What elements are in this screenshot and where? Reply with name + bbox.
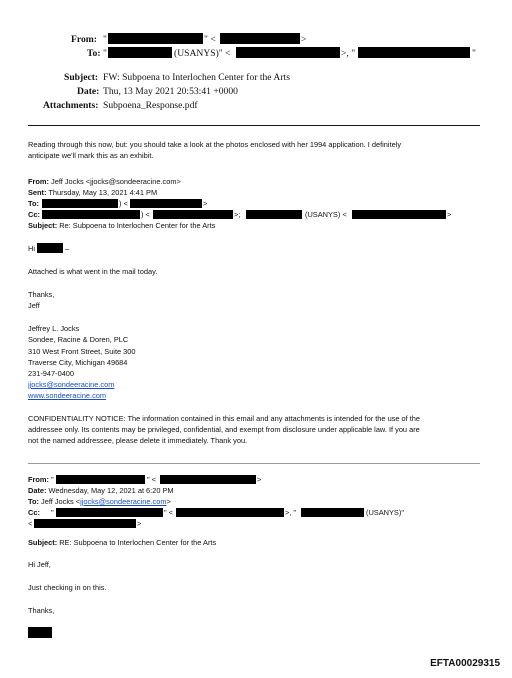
header-attachments-label: Attachments:: [43, 100, 99, 111]
header-to-quote: ": [103, 48, 107, 59]
header-attachments-value: Subpoena_Response.pdf: [103, 100, 198, 111]
msg2-body: Just checking in on this.: [28, 583, 107, 592]
msg2-cc-mid2: >, ": [285, 508, 297, 517]
msg2-from-end: >: [257, 475, 262, 484]
msg2-from-quote: ": [51, 475, 54, 484]
msg1-subject: Subject: Re: Subpoena to Interlochen Center for the Arts: [28, 221, 216, 230]
redaction: [56, 475, 145, 484]
msg2-from-label: From:: [28, 475, 49, 484]
redaction: [34, 519, 136, 528]
msg1-from-value: Jeff Jocks <jjocks@sondeeracine.com>: [51, 177, 181, 186]
redaction: [28, 627, 52, 638]
header-to-end: ": [472, 48, 476, 59]
confidentiality-line-2: addressee only. Its contents may be privileged, confidential, and exempt from disclosure under applicable law. If you are: [28, 425, 420, 434]
header-from-label: From:: [71, 34, 97, 45]
redaction: [153, 210, 233, 219]
msg2-subject: Subject: RE: Subpoena to Interlochen Center for the Arts: [28, 538, 217, 547]
msg1-greeting-end: –: [65, 244, 70, 253]
msg2-cc-mid3: (USANYS)": [366, 508, 404, 517]
msg1-subject-value: Re: Subpoena to Interlochen Center for the Arts: [59, 221, 216, 230]
signature-phone: 231-947-0400: [28, 369, 75, 378]
msg1-cc-mid3: (USANYS) <: [305, 210, 347, 219]
redaction: [108, 33, 203, 44]
signature-address-1: 310 West Front Street, Suite 300: [28, 347, 136, 356]
header-to-label: To:: [87, 48, 101, 59]
header-from-end: >: [301, 34, 307, 45]
msg1-to-mid: ) <: [119, 199, 128, 208]
msg2-to-value: Jeff Jocks <: [41, 497, 81, 506]
signature-email-link[interactable]: jjocks@sondeeracine.com: [28, 380, 115, 389]
msg1-body: Attached is what went in the mail today.: [28, 267, 158, 276]
redaction: [108, 47, 172, 58]
signature-web-link[interactable]: www.sondeeracine.com: [28, 391, 107, 400]
redaction: [130, 199, 202, 208]
msg1-sent-value: Thursday, May 13, 2021 4:41 PM: [48, 188, 158, 197]
msg2-cc-line2-end: >: [137, 519, 142, 528]
header-subject-label: Subject:: [64, 72, 99, 83]
redaction: [236, 47, 340, 58]
msg1-greeting: Hi: [28, 244, 35, 253]
redaction: [42, 210, 140, 219]
redaction: [358, 47, 470, 58]
intro-line-1: Reading through this now, but: you should take a look at the photos enclosed with her 1994 application. I definitely: [28, 140, 402, 149]
confidentiality-line-1: CONFIDENTIALITY NOTICE: The information contained in this email and any attachments is intended for the use of the: [28, 414, 421, 423]
redaction: [176, 508, 284, 517]
msg2-from-mid: " <: [147, 475, 156, 484]
msg2-thanks: Thanks,: [28, 606, 55, 615]
msg1-name: Jeff: [28, 301, 40, 310]
redaction: [37, 243, 63, 253]
redaction: [246, 210, 302, 219]
document-id: EFTA00029315: [430, 658, 500, 669]
intro-line-2: anticipate we'll mark this as an exhibit.: [28, 151, 154, 160]
redaction: [42, 199, 118, 208]
redaction: [160, 475, 256, 484]
msg1-cc-mid: ) <: [141, 210, 150, 219]
msg2-cc-label: Cc:: [28, 508, 40, 517]
message-divider: [28, 463, 480, 464]
msg1-cc-label: Cc:: [28, 210, 40, 219]
header-subject-value: FW: Subpoena to Interlochen Center for the Arts: [103, 72, 290, 83]
signature-firm: Sondee, Racine & Doren, PLC: [28, 335, 129, 344]
msg2-date-value: Wednesday, May 12, 2021 at 6:20 PM: [48, 486, 174, 495]
msg1-from: From: Jeff Jocks <jjocks@sondeeracine.com>: [28, 177, 181, 186]
msg1-to-end: >: [203, 199, 208, 208]
confidentiality-line-3: not the named addressee, please delete it immediately. Thank you.: [28, 436, 248, 445]
msg2-date: Date: Wednesday, May 12, 2021 at 6:20 PM: [28, 486, 174, 495]
redaction: [220, 33, 300, 44]
header-from-mid: " <: [204, 34, 216, 45]
header-from-quote: ": [103, 34, 107, 45]
msg1-to-label: To:: [28, 199, 39, 208]
msg1-cc-end: >: [447, 210, 452, 219]
msg2-cc-mid: " <: [164, 508, 173, 517]
signature-name: Jeffrey L. Jocks: [28, 324, 80, 333]
redaction: [352, 210, 446, 219]
redaction: [56, 508, 163, 517]
header-date-value: Thu, 13 May 2021 20:53:41 +0000: [103, 86, 238, 97]
header-to-mid2: >, ": [341, 48, 356, 59]
redaction: [301, 508, 364, 517]
signature-address-2: Traverse City, Michigan 49684: [28, 358, 128, 367]
header-to-mid: (USANYS)" <: [174, 48, 231, 59]
msg2-to-email-link[interactable]: jjocks@sondeeracine.com: [80, 497, 167, 506]
msg2-subject-value: RE: Subpoena to Interlochen Center for the Arts: [59, 538, 217, 547]
msg1-cc-mid2: >;: [234, 210, 241, 219]
msg1-sent: Sent: Thursday, May 13, 2021 4:41 PM: [28, 188, 158, 197]
header-date-label: Date:: [77, 86, 100, 97]
msg2-cc-quote: ": [51, 508, 54, 517]
msg2-to: To: Jeff Jocks <jjocks@sondeeracine.com>: [28, 497, 171, 506]
header-divider: [28, 125, 480, 126]
msg2-cc-line2-start: <: [28, 519, 33, 528]
msg2-to-end: >: [166, 497, 171, 506]
msg1-thanks: Thanks,: [28, 290, 55, 299]
msg2-greeting: Hi Jeff,: [28, 560, 51, 569]
